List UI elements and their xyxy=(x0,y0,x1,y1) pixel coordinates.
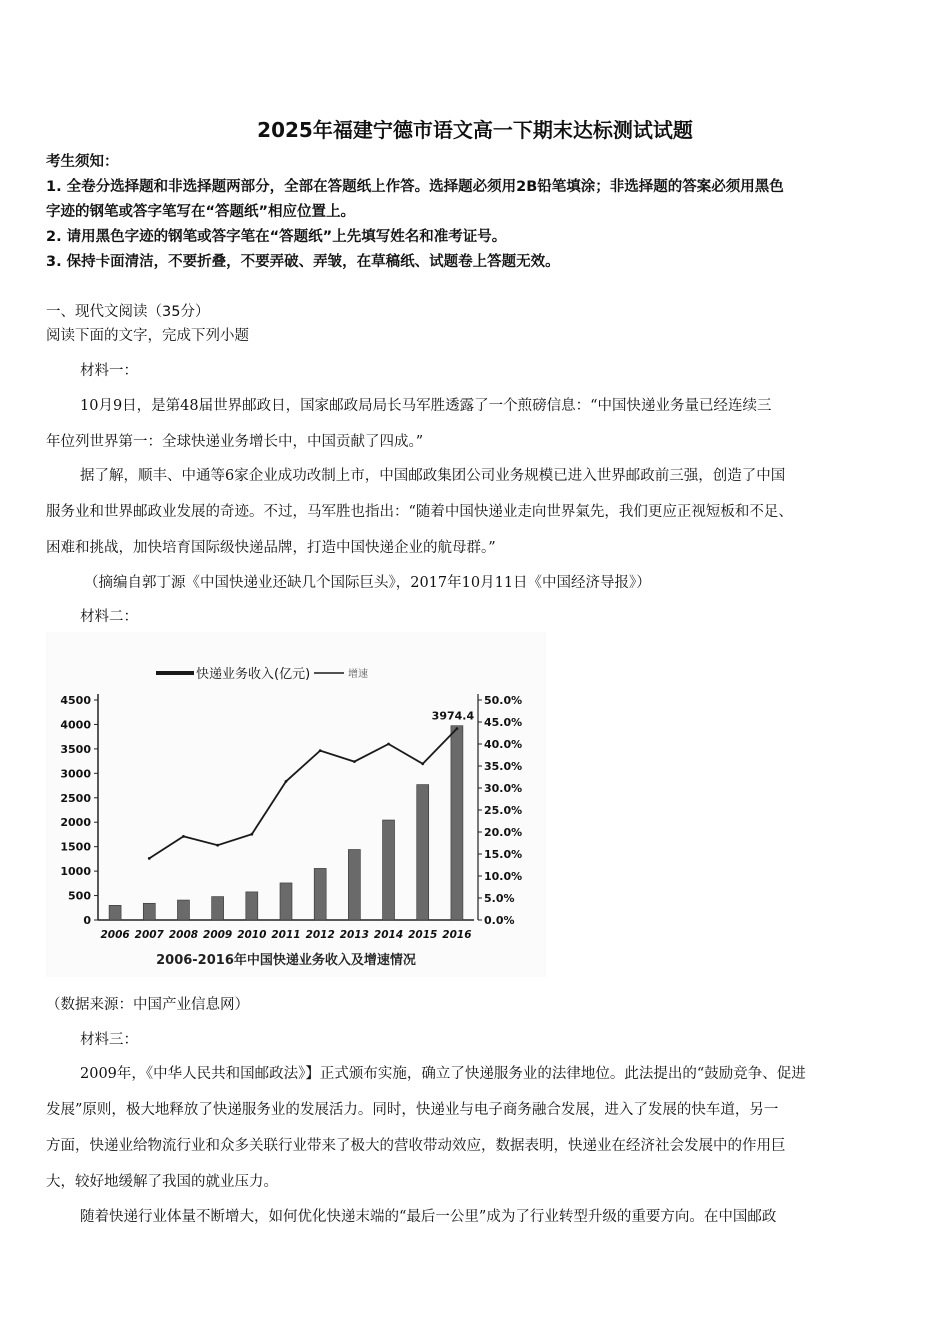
growth-point xyxy=(216,844,219,847)
right-tick-label: 20.0% xyxy=(484,826,523,839)
material1-label: 材料一： xyxy=(80,363,138,379)
growth-point xyxy=(421,762,424,765)
growth-point xyxy=(353,760,356,763)
left-tick-label: 3000 xyxy=(60,767,91,781)
revenue-bar xyxy=(143,903,155,920)
left-tick-label: 0 xyxy=(83,914,91,927)
growth-point xyxy=(285,780,288,783)
right-tick-label: 40.0% xyxy=(484,738,523,751)
material1-line-5: 困难和挑战，加快培育国际级快递品牌，打造中国快递企业的航母群。” xyxy=(46,540,496,556)
notice-line-4: 3. 保持卡面清洁，不要折叠，不要弄破、弄皱，在草稿纸、试题卷上答题无效。 xyxy=(46,254,560,270)
right-tick-label: 5.0% xyxy=(484,892,515,905)
left-tick-label: 1500 xyxy=(60,840,91,854)
growth-point xyxy=(456,727,459,730)
left-tick-label: 2000 xyxy=(60,816,91,830)
left-tick-label: 1000 xyxy=(60,865,91,879)
growth-point xyxy=(250,833,253,836)
right-tick-label: 25.0% xyxy=(484,804,523,817)
right-tick-label: 0.0% xyxy=(484,914,515,927)
material2-label: 材料二： xyxy=(80,609,138,625)
material3-line-2: 发展”原则，极大地释放了快递服务业的发展活力。同时，快递业与电子商务融合发展，进入了发展的快车道，另一 xyxy=(46,1102,779,1118)
x-tick-label: 2015 xyxy=(408,929,438,941)
page-title: 2025年福建宁德市语文高一下期末达标测试试题 xyxy=(257,118,693,142)
growth-point xyxy=(319,749,322,752)
revenue-bar xyxy=(212,897,224,920)
x-tick-label: 2008 xyxy=(168,929,199,941)
legend-growth-label: 增速 xyxy=(348,669,368,680)
material1-source: （摘编自郭丁源《中国快递业还缺几个国际巨头》，2017年10月11日《中国经济导报》） xyxy=(84,575,651,591)
material3-line-5: 随着快递行业体量不断增大，如何优化快递末端的“最后一公里”成为了行业转型升级的重要方向。在中国邮政 xyxy=(80,1209,777,1225)
notice-line-2: 字迹的钢笔或答字笔写在“答题纸”相应位置上。 xyxy=(46,204,356,220)
material1-line-3: 据了解，顺丰、中通等6家企业成功改制上市，中国邮政集团公司业务规模已进入世界邮政前三强，创造了中国 xyxy=(80,468,786,484)
material3-line-3: 方面，快递业给物流行业和众多关联行业带来了极大的营收带动效应，数据表明，快递业在经济社会发展中的作用巨 xyxy=(46,1138,786,1154)
x-tick-label: 2016 xyxy=(442,929,472,941)
notice-heading: 考生须知： xyxy=(46,154,119,170)
revenue-bar xyxy=(109,905,121,920)
left-tick-label: 2500 xyxy=(60,791,91,805)
material1-line-4: 服务业和世界邮政业发展的奇迹。不过，马军胜也指出：“随着中国快递业走向世界氣先，我们更应正视短板和不足、 xyxy=(46,504,793,520)
chart-legend xyxy=(156,666,368,682)
revenue-bar xyxy=(383,820,395,920)
material3-label: 材料三： xyxy=(80,1032,138,1048)
revenue-bar xyxy=(417,785,429,920)
x-tick-label: 2006 xyxy=(100,929,130,941)
x-tick-label: 2011 xyxy=(271,929,301,941)
x-tick-label: 2014 xyxy=(373,929,404,941)
notice-line-1: 1. 全卷分选择题和非选择题两部分，全部在答题纸上作答。选择题必须用2B铅笔填涂；非选择题的答案必须用黑色 xyxy=(46,179,784,195)
chart-title: 2006-2016年中国快递业务收入及增速情况 xyxy=(156,953,416,968)
revenue-bar xyxy=(451,726,463,920)
material3-line-1: 2009年，《中华人民共和国邮政法》】正式颁布实施，确立了快递服务业的法律地位。此法提出的“鼓励竞争、促进 xyxy=(80,1066,806,1082)
growth-point xyxy=(182,835,185,838)
legend-revenue-label: 快递业务收入(亿元) xyxy=(196,667,311,682)
revenue-bar xyxy=(280,883,292,920)
x-tick-label: 2013 xyxy=(339,929,369,941)
right-tick-label: 30.0% xyxy=(484,782,523,795)
x-tick-label: 2012 xyxy=(305,929,335,941)
right-tick-label: 45.0% xyxy=(484,716,523,729)
reading-instruction: 阅读下面的文字，完成下列小题 xyxy=(46,328,249,344)
section-title: 一、现代文阅读（35分） xyxy=(46,304,210,320)
revenue-bar xyxy=(246,892,258,920)
notice-line-3: 2. 请用黑色字迹的钢笔或答字笔在“答题纸”上先填写姓名和准考证号。 xyxy=(46,229,507,245)
revenue-bar xyxy=(348,850,360,920)
x-tick-label: 2009 xyxy=(203,929,233,941)
right-tick-label: 10.0% xyxy=(484,870,523,883)
chart-figure xyxy=(46,632,546,977)
x-tick-label: 2007 xyxy=(134,929,164,941)
revenue-growth-chart xyxy=(46,632,546,977)
growth-point xyxy=(148,857,151,860)
revenue-bar xyxy=(177,900,189,920)
left-tick-label: 4500 xyxy=(60,694,91,707)
left-tick-label: 3500 xyxy=(60,742,91,756)
right-tick-label: 15.0% xyxy=(484,848,523,861)
revenue-bar xyxy=(314,868,326,920)
growth-point xyxy=(387,743,390,746)
left-tick-label: 500 xyxy=(68,889,91,903)
right-tick-label: 35.0% xyxy=(484,760,523,773)
data-source: （数据来源：中国产业信息网） xyxy=(46,997,249,1013)
right-tick-label: 50.0% xyxy=(484,694,523,707)
material3-line-4: 大，较好地缓解了我国的就业压力。 xyxy=(46,1174,278,1190)
growth-line xyxy=(149,729,457,859)
revenue-value-label: 3974.4 xyxy=(431,709,475,723)
material1-line-1: 10月9日，是第48届世界邮政日，国家邮政局局长马军胜透露了一个煎磅信息：“中国快递业务量已经连续三 xyxy=(80,398,772,414)
material1-line-2: 年位列世界第一：全球快递业务增长中，中国贡献了四成。” xyxy=(46,434,424,450)
left-tick-label: 4000 xyxy=(60,718,91,732)
x-tick-label: 2010 xyxy=(237,929,267,941)
